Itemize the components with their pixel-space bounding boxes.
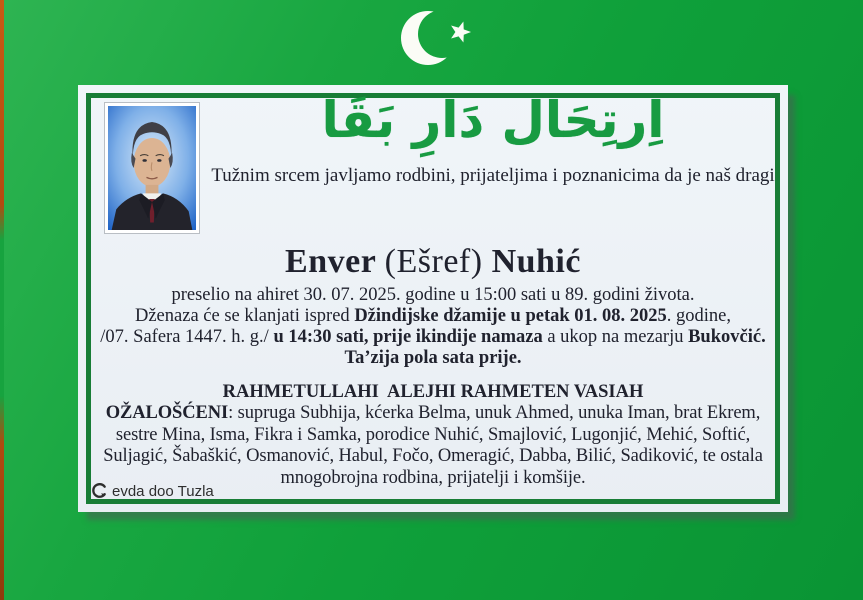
funeral-details xyxy=(78,285,788,369)
publisher-label: evda doo Tuzla xyxy=(112,482,214,500)
page-left-edge xyxy=(0,0,4,600)
funeral-details-line: Ta’zija pola sata prije. xyxy=(344,348,522,368)
levda-logo-icon xyxy=(91,482,109,500)
intro-line: Tužnim srcem javljamo rodbini, prijateljima i poznanicima da je naš dragi xyxy=(211,165,775,186)
deceased-father-name: (Ešref) xyxy=(384,243,483,280)
deceased-last-name: Nuhić xyxy=(491,243,581,280)
mourners-paragraph: OŽALOŠĆENI: supruga Subhija, kćerka Belma, unuk Ahmed, unuka Iman, brat Ekrem, sestre Mina, Isma, Fikra i Samka, porodice Nuhić, Smajlović, Lugonjić, Mehić, Softić, Suljagić, Šabaškić, Osmanović, Habul, Fočo, Omeragić, Dabba, Bilić, Sadiković, te ostala mnogobrojna rodbina, prijatelji i komšije. xyxy=(103,403,763,488)
rahmet-line: RAHMETULLAHI ALEJHI RAHMETEN VASIAH xyxy=(222,382,644,402)
arabic-calligraphy: اِرتِحَال دَارِ بَقَا xyxy=(321,91,665,149)
card-header xyxy=(210,87,776,187)
deceased-name xyxy=(78,243,788,281)
funeral-details-line: preselio na ahiret 30. 07. 2025. godine u 15:00 sati u 89. godini života. xyxy=(171,285,695,305)
funeral-details-line: Dženaza će se klanjati ispred Džindijske džamije u petak 01. 08. 2025. godine, xyxy=(134,306,731,326)
crescent-and-star-icon xyxy=(398,3,488,75)
deceased-first-name: Enver xyxy=(285,243,376,280)
notice-card xyxy=(78,85,788,512)
publisher-footer xyxy=(91,482,214,500)
deceased-portrait-photo xyxy=(104,102,200,234)
funeral-details-line: /07. Safera 1447. h. g./ u 14:30 sati, prije ikindije namaza a ukop na mezarju Bukovčić. xyxy=(100,327,766,347)
